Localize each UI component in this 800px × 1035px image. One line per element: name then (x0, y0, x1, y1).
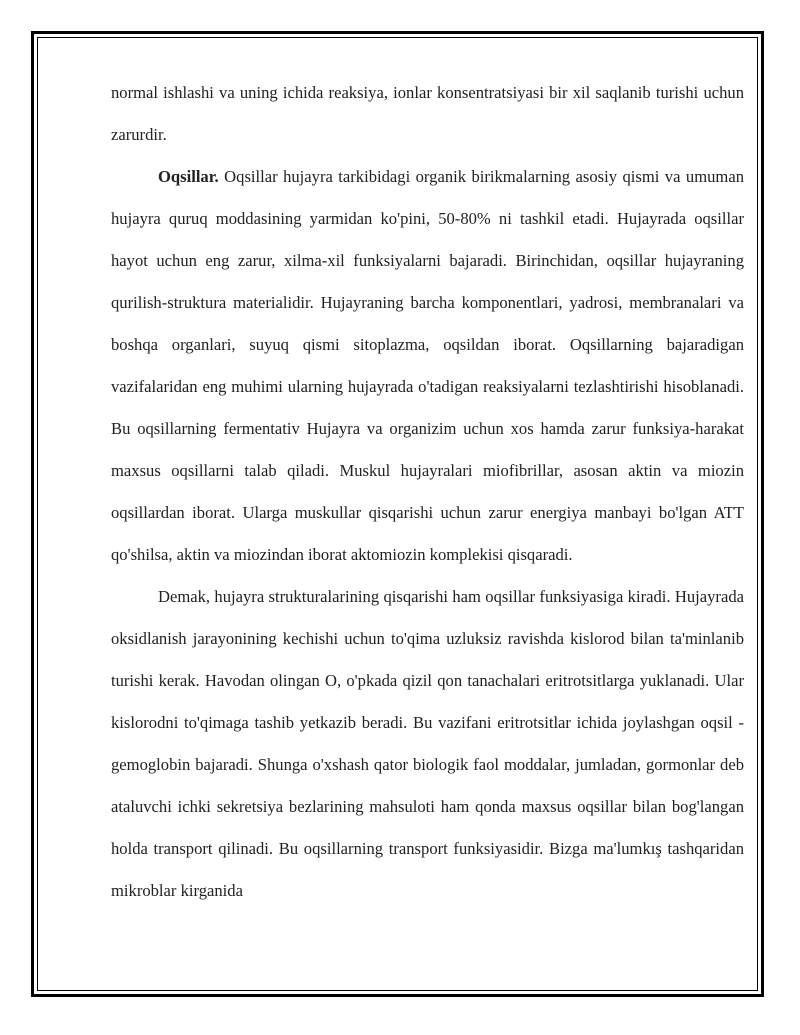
section-heading: Oqsillar. (158, 167, 219, 186)
paragraph-text: normal ishlashi va uning ichida reaksiya, ionlar konsentratsiyasi bir xil saqlanib turishi uchun zarurdir. (111, 83, 744, 144)
paragraph-text: Oqsillar hujayra tarkibidagi organik birikmalarning asosiy qismi va umuman hujayra quruq moddasining yarmidan ko'pini, 50-80% ni tashkil etadi. Hujayrada oqsillar hayot uchun eng zarur, xilma-xil funksiyalarni bajaradi. Birinchidan, oqsillar hujayraning qurilish-struktura materialidir. Hujayraning barcha komponentlari, yadrosi, membranalari va boshqa organlari, suyuq qismi sitoplazma, oqsildan iborat. Oqsillarning bajaradigan vazifalaridan eng muhimi ularning hujayrada o'tadigan reaksiyalarni tezlashtirishi hisoblanadi. Bu oqsillarning fermentativ Hujayra va organizim uchun xos hamda zarur funksiya-harakat maxsus oqsillarni talab qiladi. Muskul hujayralari miofibrillar, asosan aktin va miozin oqsillardan iborat. Ularga muskullar qisqarishi uchun zarur energiya manbayi bo'lgan ATT qo'shilsa, aktin va miozindan iborat aktomiozin komplekisi qisqaradi. (111, 167, 744, 564)
paragraph-text: Demak, hujayra strukturalarining qisqarishi ham oqsillar funksiyasiga kiradi. Hujayrada oksidlanish jarayonining kechishi uchun to'qima uzluksiz ravishda kislorod bilan ta'minlanib turishi kerak. Havodan olingan O, o'pkada qizil qon tanachalari eritrotsitlarga yuklanadi. Ular kislorodni to'qimaga tashib yetkazib beradi. Bu vazifani eritrotsitlar ichida joylashgan oqsil - gemoglobin bajaradi. Shunga o'xshash qator biologik faol moddalar, jumladan, gormonlar deb ataluvchi ichki sekretsiya bezlarining mahsuloti ham qonda maxsus oqsillar bilan bog'langan holda transport qilinadi. Bu oqsillarning transport funksiyasidir. Bizga ma'lumkış tashqaridan mikroblar kirganida (111, 587, 744, 900)
paragraph-demak (111, 576, 744, 912)
paragraph-oqsillar (111, 156, 744, 576)
document-body (111, 72, 744, 912)
paragraph-continuation (111, 72, 744, 156)
